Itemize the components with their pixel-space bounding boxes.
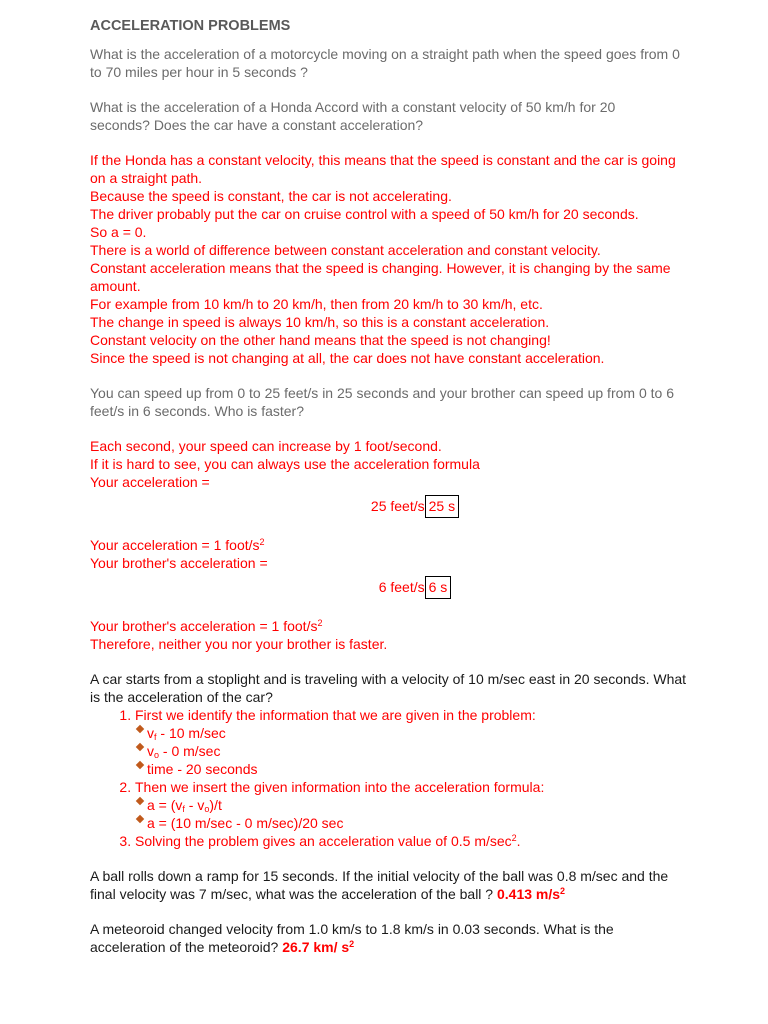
step-text: Then we insert the given information into the acceleration formula: xyxy=(135,779,545,795)
answer-line: Since the speed is not changing at all, the car does not have constant acceleration. xyxy=(90,350,605,366)
answer-line: There is a world of difference between constant acceleration and constant velocity. xyxy=(90,242,601,258)
fraction-brother-acceleration xyxy=(90,576,740,599)
solution-step: 3. Solving the problem gives an acceleration value of 0.5 $m/\sec^2$. xyxy=(135,832,740,850)
answer-line: The change in speed is always 10 km/h, so this is a constant acceleration. xyxy=(90,314,550,330)
question-line: What is the acceleration of a motorcycle moving on a straight path when the speed goes from 0 xyxy=(90,46,680,62)
answer-line: Each second, your speed can increase by 1 foot/second. xyxy=(90,438,442,454)
question-honda xyxy=(90,98,740,134)
list-item: a = (10 m/sec - 0 m/sec)/20 sec xyxy=(135,814,740,832)
answer-line xyxy=(90,617,740,635)
question-speed-up xyxy=(90,384,740,420)
answer-text: Your acceleration = 1 foot/s xyxy=(90,537,260,553)
question-line: You can speed up from 0 to 25 feet/s in 25 seconds and your brother can speed up from 0 to 6 xyxy=(90,385,674,401)
answer-text: Your brother's acceleration = 1 foot/s xyxy=(90,618,318,634)
answer-line xyxy=(90,536,740,554)
solution-steps xyxy=(90,706,740,850)
question-line: feet/s in 6 seconds. Who is faster? xyxy=(90,403,304,419)
fraction-your-acceleration xyxy=(90,495,740,518)
answer-line: Constant acceleration means that the speed is changing. However, it is changing by the same xyxy=(90,260,671,276)
answer-line: The driver probably put the car on cruise control with a speed of 50 km/h for 20 seconds. xyxy=(90,206,639,222)
fraction-denominator: 6 s xyxy=(425,576,452,599)
superscript: 2 xyxy=(259,537,265,547)
question-line: final velocity was 7 m/sec, what was the acceleration of the ball ? 0.413 $m/s^2$ xyxy=(90,886,566,902)
question-car-stoplight xyxy=(90,670,740,850)
superscript: 2 xyxy=(560,886,566,896)
answer-honda xyxy=(90,151,740,367)
question-line: is the acceleration of the car? xyxy=(90,689,273,705)
solution-step xyxy=(135,778,740,832)
answer-line: Constant velocity on the other hand means that the speed is not changing! xyxy=(90,332,551,348)
list-item: time - 20 seconds xyxy=(135,760,740,778)
question-line: A ball rolls down a ramp for 15 seconds. If the initial velocity of the ball was 0.8 m/sec and the xyxy=(90,868,669,884)
question-line: A meteoroid changed velocity from 1.0 km/s to 1.8 km/s in 0.03 seconds. What is the xyxy=(90,921,614,937)
answer-line: on a straight path. xyxy=(90,170,203,186)
superscript: 2 xyxy=(317,618,323,628)
question-line: acceleration of the meteoroid? 26.7 km/ $s^2$ xyxy=(90,939,355,955)
fraction-denominator: 25 s xyxy=(425,495,459,518)
diamond-bullet-icon xyxy=(136,761,144,769)
question-line: What is the acceleration of a Honda Accord with a constant velocity of 50 km/h for 20 xyxy=(90,99,616,115)
question-line: to 70 miles per hour in 5 seconds ? xyxy=(90,64,308,80)
list-item: $v_f - 10$ m/sec xyxy=(135,724,740,742)
question-motorcycle xyxy=(90,45,740,81)
diamond-bullet-icon xyxy=(136,797,144,805)
diamond-bullet-icon xyxy=(136,743,144,751)
question-ball-ramp xyxy=(90,867,740,903)
superscript: 2 xyxy=(349,939,355,949)
diamond-bullet-icon xyxy=(136,815,144,823)
answer-speed-up xyxy=(90,437,740,653)
question-line: seconds? Does the car have a constant acceleration? xyxy=(90,117,424,133)
answer-line: If it is hard to see, you can always use the acceleration formula xyxy=(90,456,480,472)
answer-line: If the Honda has a constant velocity, this means that the speed is constant and the car is going xyxy=(90,152,676,168)
fraction-numerator: 6 feet/s xyxy=(378,579,425,595)
list-item: $a = (v_f - v_o)/t$ xyxy=(135,796,740,814)
list-item: $v_o - 0$ m/sec xyxy=(135,742,740,760)
answer-line: amount. xyxy=(90,278,141,294)
answer-line: Your acceleration = xyxy=(90,474,210,490)
formula-list xyxy=(135,796,740,832)
page-title: ACCELERATION PROBLEMS xyxy=(90,18,291,34)
answer-line: Because the speed is constant, the car is not accelerating. xyxy=(90,188,452,204)
answer-value: 26.7 km/ s xyxy=(282,939,350,955)
answer-line: Therefore, neither you nor your brother is faster. xyxy=(90,636,388,652)
answer-line: So a = 0. xyxy=(90,224,147,240)
step-text: First we identify the information that we are given in the problem: xyxy=(135,707,536,723)
answer-line: For example from 10 km/h to 20 km/h, then from 20 km/h to 30 km/h, etc. xyxy=(90,296,543,312)
question-line: A car starts from a stoplight and is traveling with a velocity of 10 m/sec east in 20 seconds. What xyxy=(90,671,687,687)
question-meteoroid xyxy=(90,920,740,956)
diamond-bullet-icon xyxy=(136,725,144,733)
fraction-numerator: 25 feet/s xyxy=(370,498,425,514)
document-page xyxy=(90,17,740,973)
answer-value: 0.413 m/s xyxy=(496,886,561,902)
given-list xyxy=(135,724,740,778)
solution-step xyxy=(135,706,740,778)
answer-line: Your brother's acceleration = xyxy=(90,555,268,571)
